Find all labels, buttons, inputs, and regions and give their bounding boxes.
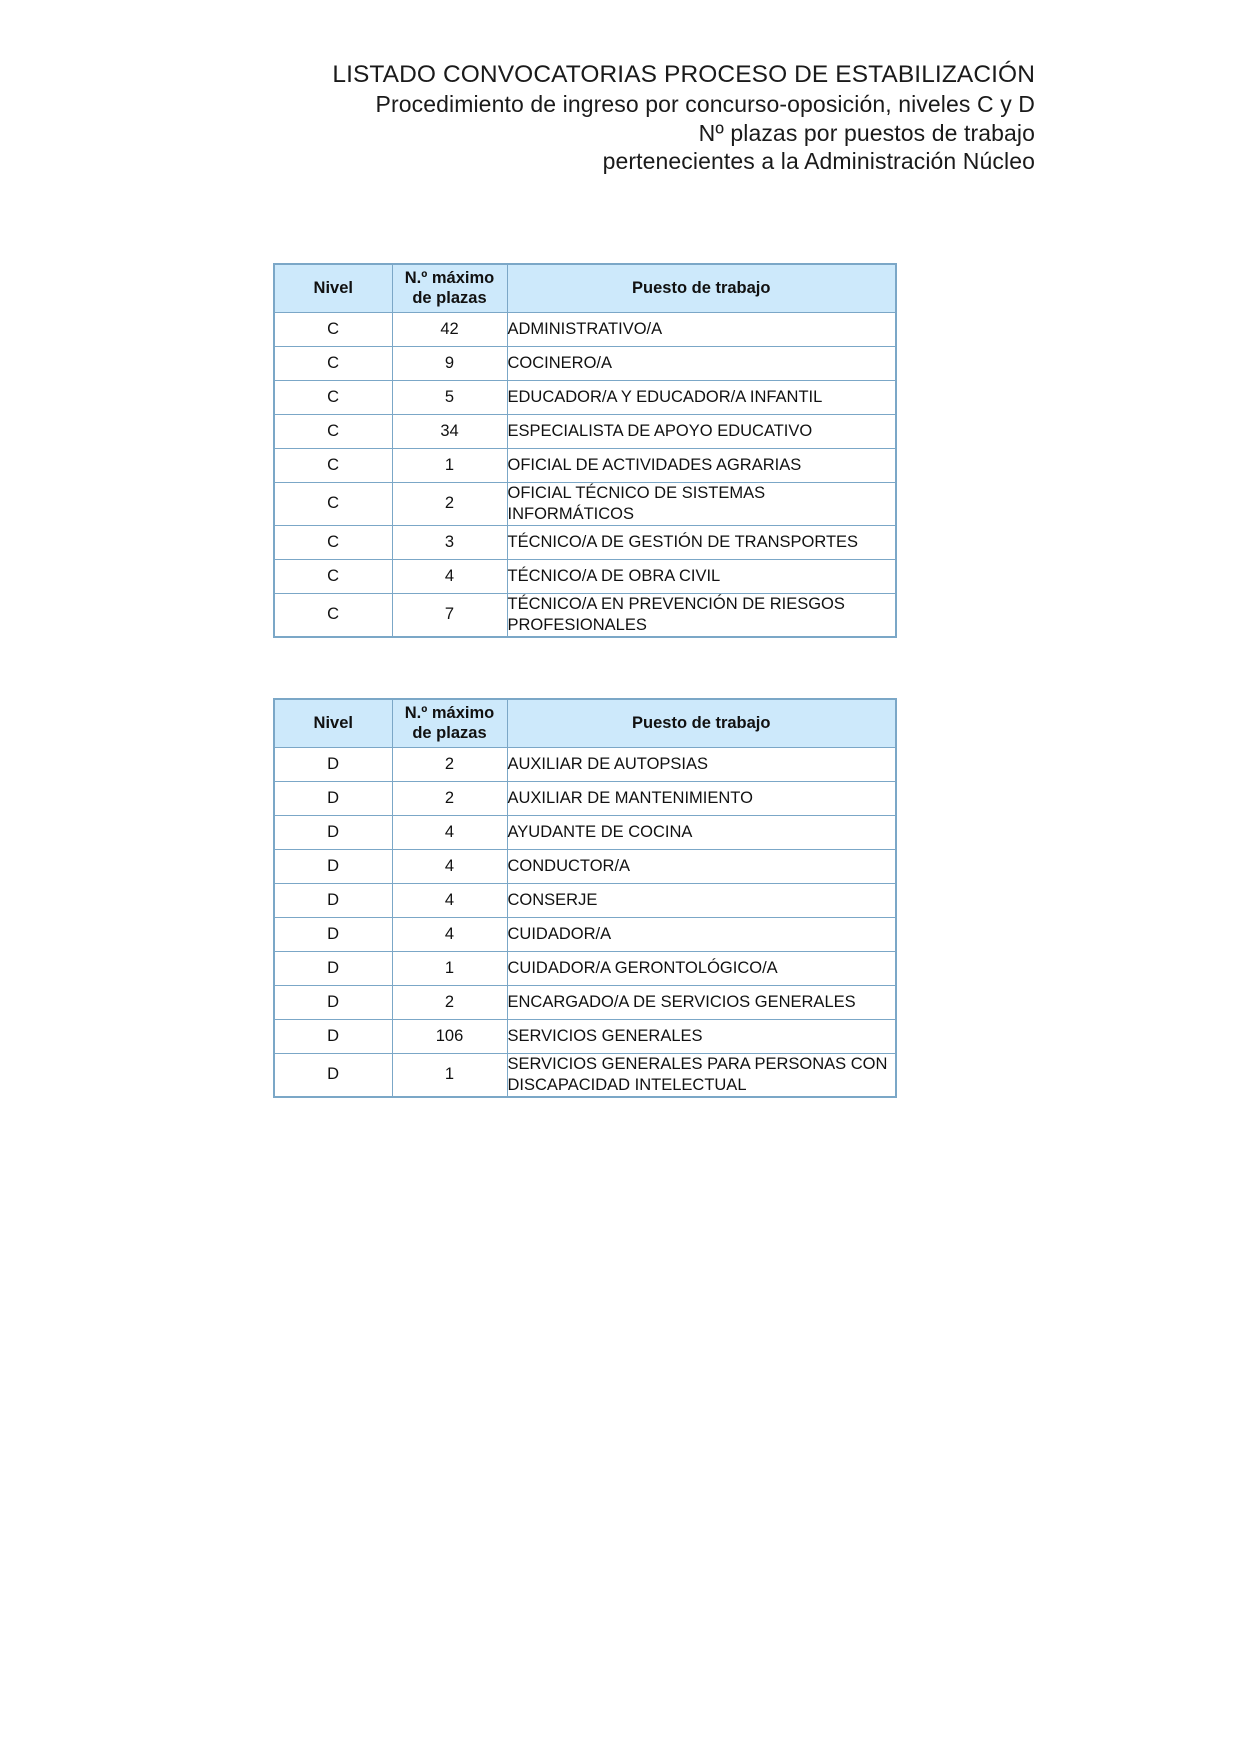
table-row <box>274 525 896 559</box>
cell-plazas: 3 <box>392 525 507 559</box>
table-nivel-c <box>273 263 897 638</box>
column-header-puesto: Puesto de trabajo <box>507 699 896 747</box>
cell-plazas: 1 <box>392 448 507 482</box>
table-row <box>274 1053 896 1097</box>
cell-puesto: TÉCNICO/A DE GESTIÓN DE TRANSPORTES <box>507 525 896 559</box>
table-row <box>274 414 896 448</box>
table-row <box>274 448 896 482</box>
table-row <box>274 559 896 593</box>
cell-puesto: ADMINISTRATIVO/A <box>507 312 896 346</box>
cell-nivel: D <box>274 747 392 781</box>
table-row <box>274 985 896 1019</box>
table-row <box>274 1019 896 1053</box>
column-header-nivel: Nivel <box>274 264 392 312</box>
cell-nivel: D <box>274 1019 392 1053</box>
table-nivel-d-body <box>274 747 896 1097</box>
cell-plazas: 9 <box>392 346 507 380</box>
cell-plazas: 2 <box>392 482 507 525</box>
cell-nivel: D <box>274 951 392 985</box>
cell-nivel: D <box>274 781 392 815</box>
column-header-nivel: Nivel <box>274 699 392 747</box>
cell-plazas: 4 <box>392 849 507 883</box>
table-row <box>274 346 896 380</box>
table-row <box>274 917 896 951</box>
cell-nivel: C <box>274 593 392 637</box>
cell-plazas: 4 <box>392 815 507 849</box>
document-header <box>200 60 1035 176</box>
table-row <box>274 380 896 414</box>
table-header-row <box>274 699 896 747</box>
cell-nivel: D <box>274 1053 392 1097</box>
column-header-plazas-line-2: de plazas <box>412 724 487 743</box>
cell-nivel: C <box>274 525 392 559</box>
cell-puesto: SERVICIOS GENERALES <box>507 1019 896 1053</box>
table-row <box>274 951 896 985</box>
cell-plazas: 1 <box>392 951 507 985</box>
cell-plazas: 2 <box>392 781 507 815</box>
cell-nivel: C <box>274 559 392 593</box>
cell-plazas: 2 <box>392 985 507 1019</box>
cell-puesto: EDUCADOR/A Y EDUCADOR/A INFANTIL <box>507 380 896 414</box>
cell-plazas: 4 <box>392 917 507 951</box>
cell-plazas: 34 <box>392 414 507 448</box>
cell-puesto: TÉCNICO/A DE OBRA CIVIL <box>507 559 896 593</box>
header-title-line-4: pertenecientes a la Administración Núcleo <box>602 148 1035 174</box>
column-header-puesto: Puesto de trabajo <box>507 264 896 312</box>
column-header-plazas-line-1: N.º máximo <box>404 269 495 288</box>
header-title-line-1: LISTADO CONVOCATORIAS PROCESO DE ESTABILIZACIÓN <box>332 61 1035 88</box>
table-row <box>274 815 896 849</box>
cell-puesto: OFICIAL DE ACTIVIDADES AGRARIAS <box>507 448 896 482</box>
cell-puesto: AUXILIAR DE MANTENIMIENTO <box>507 781 896 815</box>
cell-puesto: CONDUCTOR/A <box>507 849 896 883</box>
column-header-plazas <box>392 699 507 747</box>
cell-puesto: AYUDANTE DE COCINA <box>507 815 896 849</box>
cell-nivel: C <box>274 346 392 380</box>
cell-nivel: C <box>274 380 392 414</box>
column-header-plazas-line-1: N.º máximo <box>404 704 495 723</box>
cell-puesto: SERVICIOS GENERALES PARA PERSONAS CON DISCAPACIDAD INTELECTUAL <box>507 1053 896 1097</box>
header-title-line-2: Procedimiento de ingreso por concurso-oposición, niveles C y D <box>375 91 1035 117</box>
header-title-line-3: Nº plazas por puestos de trabajo <box>698 119 1035 146</box>
cell-nivel: D <box>274 917 392 951</box>
table-row <box>274 312 896 346</box>
cell-puesto: CONSERJE <box>507 883 896 917</box>
cell-plazas: 106 <box>392 1019 507 1053</box>
cell-nivel: D <box>274 815 392 849</box>
table-row <box>274 593 896 637</box>
cell-nivel: D <box>274 849 392 883</box>
table-row <box>274 482 896 525</box>
table-row <box>274 781 896 815</box>
cell-nivel: C <box>274 414 392 448</box>
table-nivel-d-container <box>273 698 895 1098</box>
table-nivel-c-container <box>273 263 895 638</box>
cell-puesto: CUIDADOR/A <box>507 917 896 951</box>
cell-plazas: 5 <box>392 380 507 414</box>
cell-plazas: 2 <box>392 747 507 781</box>
column-header-plazas <box>392 264 507 312</box>
cell-nivel: D <box>274 883 392 917</box>
cell-plazas: 4 <box>392 883 507 917</box>
cell-puesto: ESPECIALISTA DE APOYO EDUCATIVO <box>507 414 896 448</box>
cell-nivel: D <box>274 985 392 1019</box>
cell-nivel: C <box>274 312 392 346</box>
cell-plazas: 4 <box>392 559 507 593</box>
cell-puesto: CUIDADOR/A GERONTOLÓGICO/A <box>507 951 896 985</box>
table-nivel-c-body <box>274 312 896 637</box>
table-nivel-c-head <box>274 264 896 312</box>
table-header-row <box>274 264 896 312</box>
cell-plazas: 1 <box>392 1053 507 1097</box>
table-row <box>274 883 896 917</box>
table-row <box>274 747 896 781</box>
cell-puesto: COCINERO/A <box>507 346 896 380</box>
table-nivel-d-head <box>274 699 896 747</box>
column-header-plazas-line-2: de plazas <box>412 289 487 308</box>
cell-puesto: ENCARGADO/A DE SERVICIOS GENERALES <box>507 985 896 1019</box>
cell-puesto: AUXILIAR DE AUTOPSIAS <box>507 747 896 781</box>
cell-nivel: C <box>274 448 392 482</box>
cell-puesto: OFICIAL TÉCNICO DE SISTEMAS INFORMÁTICOS <box>507 482 896 525</box>
table-nivel-d <box>273 698 897 1098</box>
cell-plazas: 7 <box>392 593 507 637</box>
cell-puesto: TÉCNICO/A EN PREVENCIÓN DE RIESGOS PROFESIONALES <box>507 593 896 637</box>
cell-nivel: C <box>274 482 392 525</box>
cell-plazas: 42 <box>392 312 507 346</box>
table-row <box>274 849 896 883</box>
